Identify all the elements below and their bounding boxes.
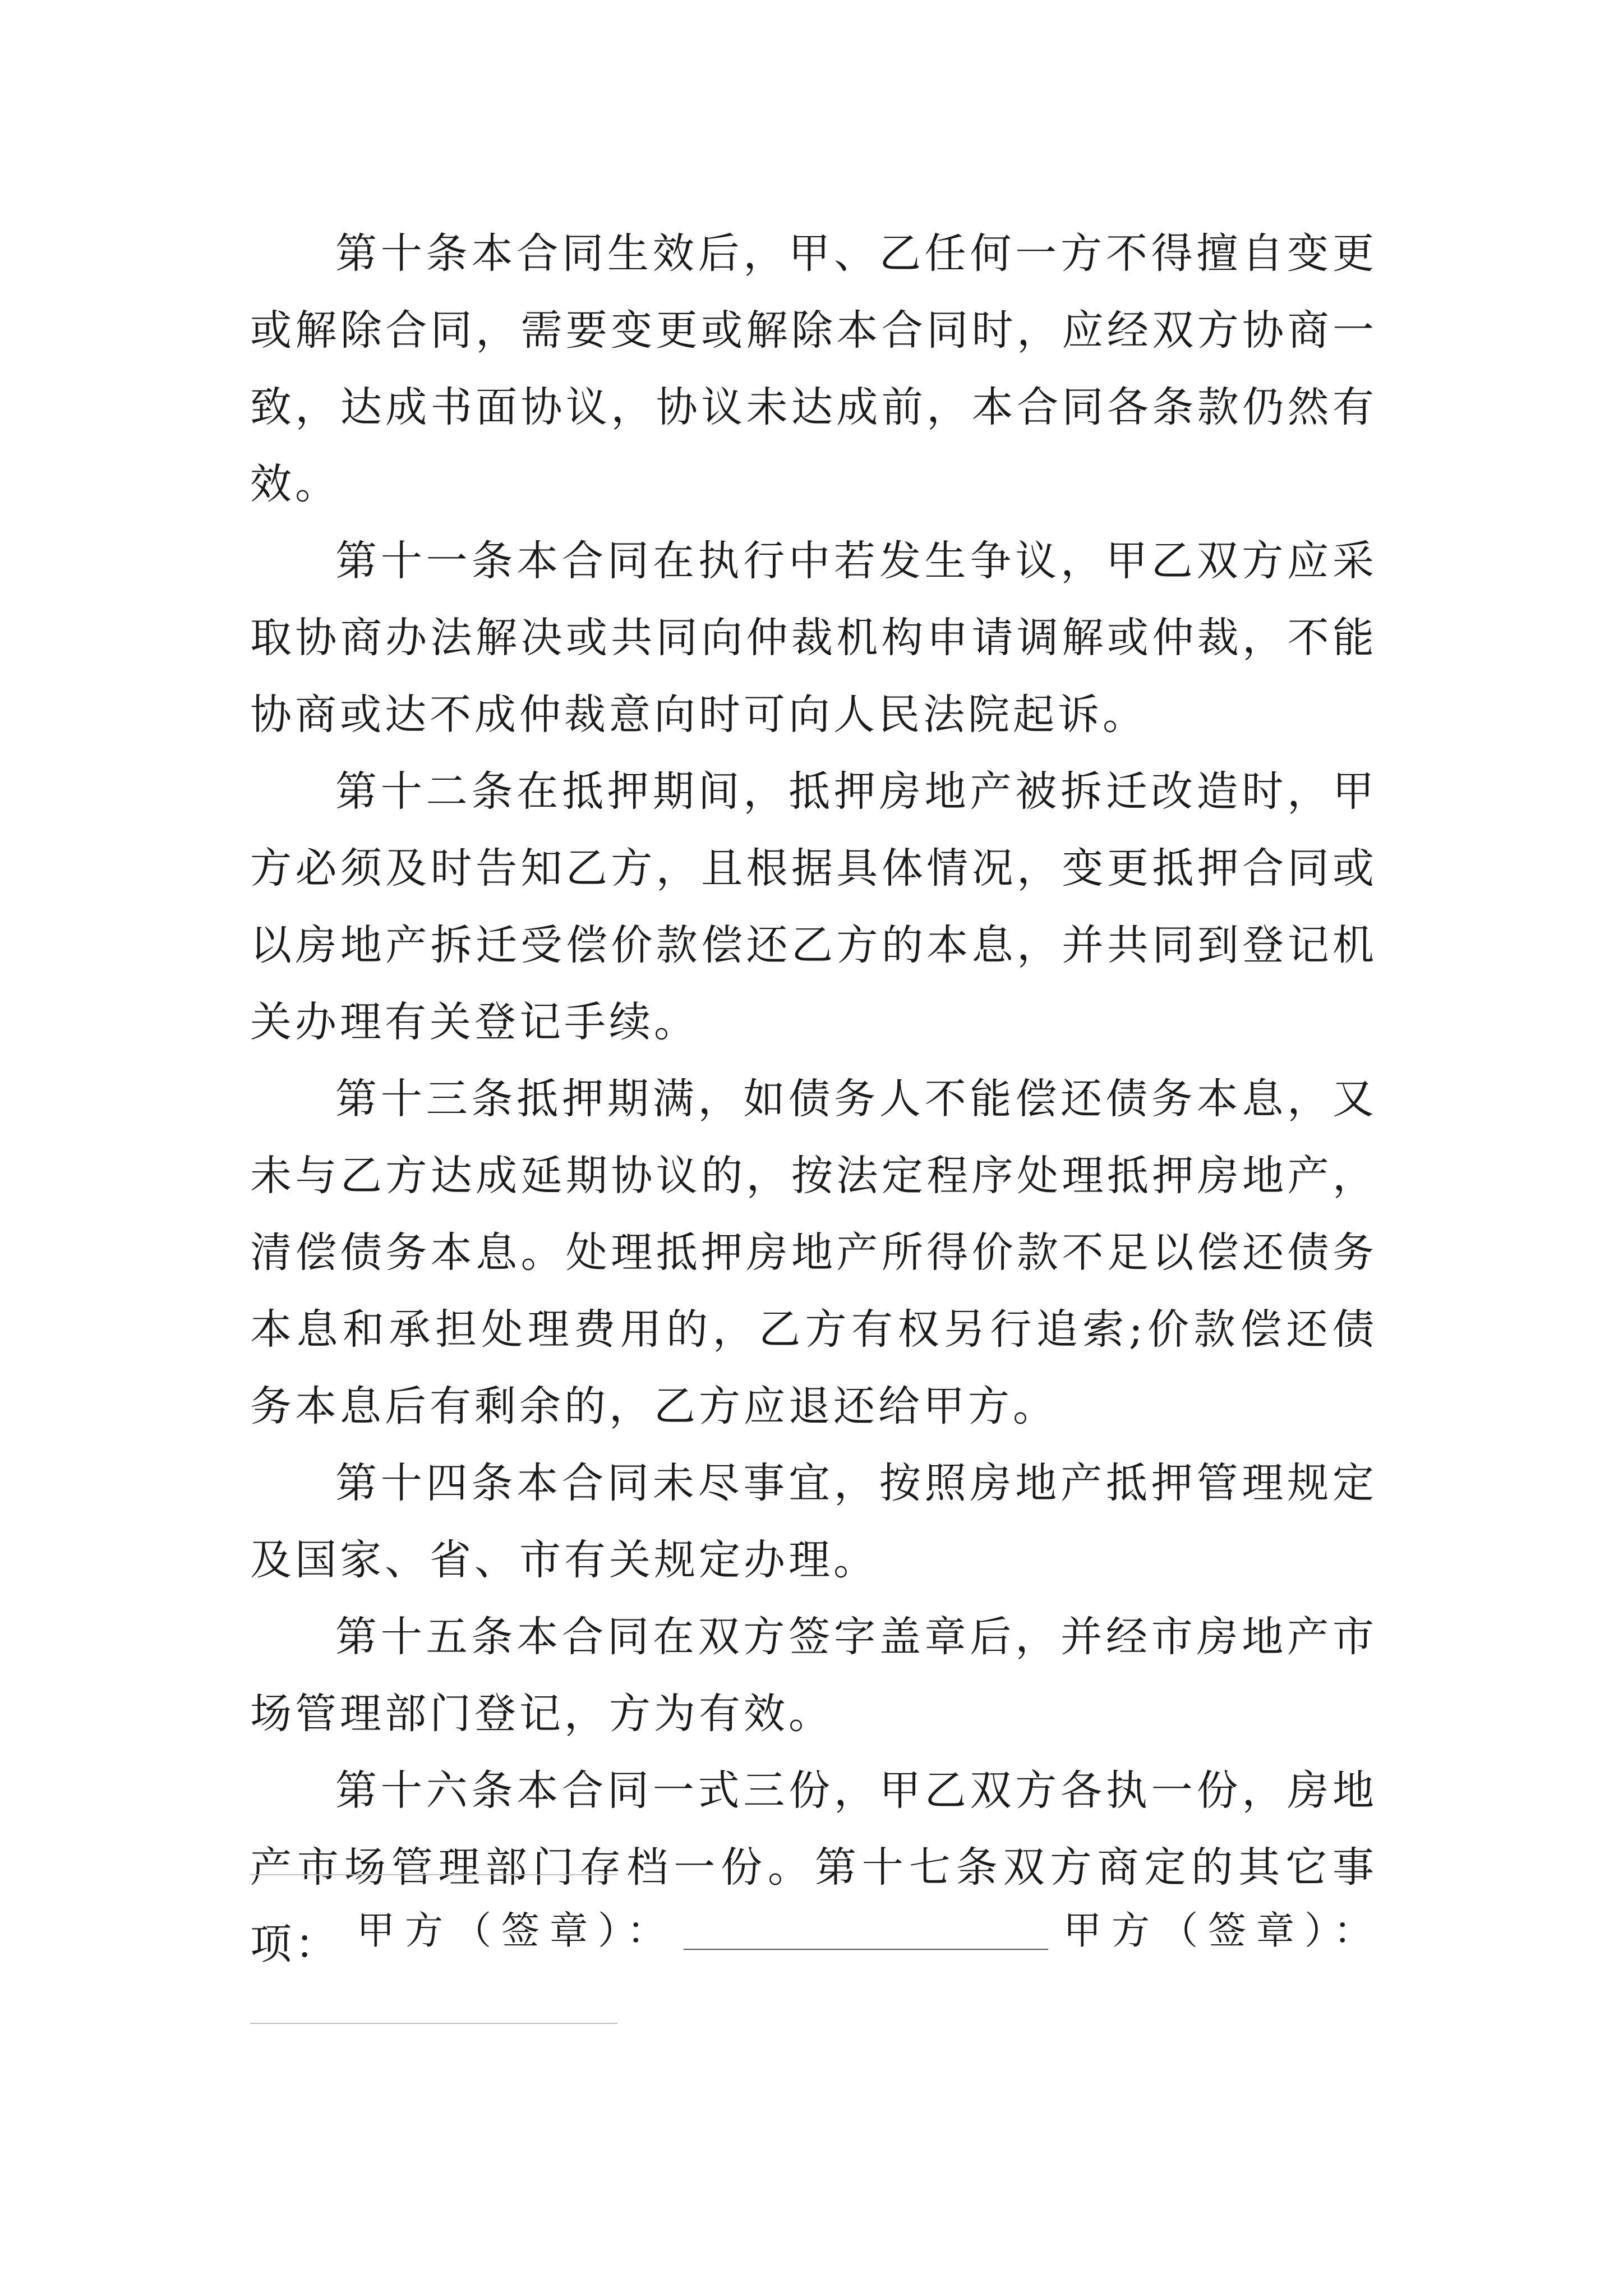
blank-line-other-matters xyxy=(250,1874,617,1875)
signature-label-left: 甲方（签章）： xyxy=(357,1909,676,1953)
signature-blank-line xyxy=(684,1949,1048,1950)
signature-label-right: 甲方（签章）： xyxy=(1063,1909,1382,1953)
clause-13: 第十三条抵押期满，如债务人不能偿还债务本息，又未与乙方达成延期协议的，按法定程序处理抵押房地产，清偿债务本息。处理抵押房地产所得价款不足以偿还债务本息和承担处理费用的，乙方有权另行追索;价款偿还债务本息后有剩余的，乙方应退还给甲方。 xyxy=(250,1075,1377,1430)
clause-10: 第十条本合同生效后，甲、乙任何一方不得擅自变更或解除合同，需要变更或解除本合同时，应经双方协商一致，达成书面协议，协议未达成前，本合同各条款仍然有效。 xyxy=(250,229,1377,508)
blank-line-signature xyxy=(250,2023,617,2024)
clause-15: 第十五条本合同在双方签字盖章后，并经市房地产市场管理部门登记，方为有效。 xyxy=(250,1613,1377,1738)
signature-row xyxy=(250,1901,1382,1962)
document-body xyxy=(250,215,1377,1983)
clause-14: 第十四条本合同未尽事宜，按照房地产抵押管理规定及国家、省、市有关规定办理。 xyxy=(250,1459,1377,1584)
clause-16-17: 第十六条本合同一式三份，甲乙双方各执一份，房地产市场管理部门存档一份。第十七条双方商定的其它事项： xyxy=(250,1766,1377,1968)
clause-12: 第十二条在抵押期间，抵押房地产被拆迁改造时，甲方必须及时告知乙方，且根据具体情况，变更抵押合同或以房地产拆迁受偿价款偿还乙方的本息，并共同到登记机关办理有关登记手续。 xyxy=(250,767,1377,1046)
clause-11: 第十一条本合同在执行中若发生争议，甲乙双方应采取协商办法解决或共同向仲裁机构申请调解或仲裁，不能协商或达不成仲裁意向时可向人民法院起诉。 xyxy=(250,537,1377,739)
